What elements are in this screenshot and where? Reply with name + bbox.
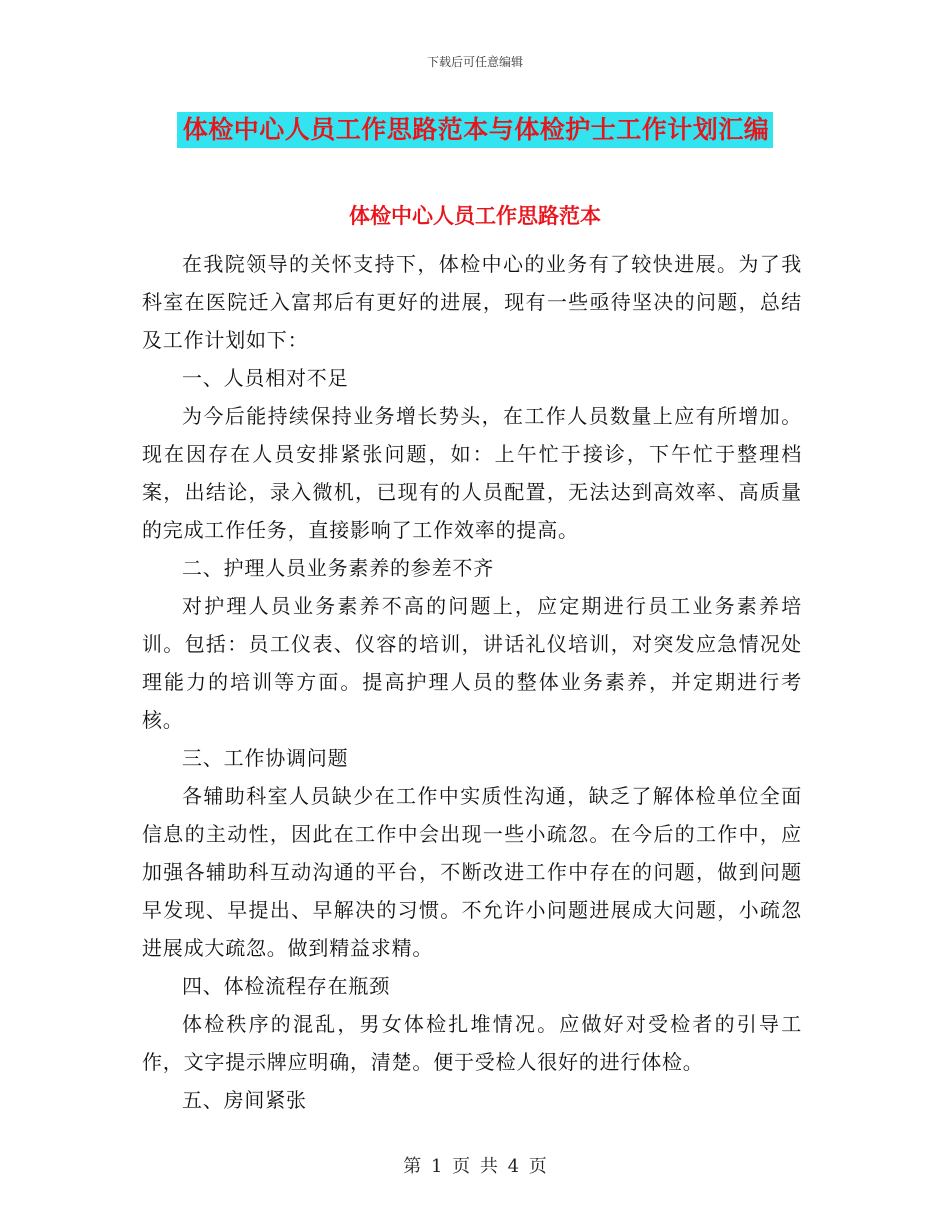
paragraph: 各辅助科室人员缺少在工作中实质性沟通，缺乏了解体检单位全面信息的主动性，因此在工作中会出现一些小疏忽。在今后的工作中，应加强各辅助科互动沟通的平台，不断改进工作中存在的问题，做到问题早发现、早提出、早解决的习惯。不允许小问题进展成大问题，小疏忽进展成大疏忽。做到精益求精。: [142, 784, 802, 960]
section-heading-4: 四、体检流程存在瓶颈: [182, 974, 390, 998]
paragraph: 对护理人员业务素养不高的问题上，应定期进行员工业务素养培训。包括：员工仪表、仪容的培训，讲话礼仪培训，对突发应急情况处理能力的培训等方面。提高护理人员的整体业务素养，并定期进行考核。: [142, 594, 802, 732]
header-note: 下载后可任意编辑: [426, 55, 523, 69]
section-heading-1: 一、人员相对不足: [182, 366, 349, 390]
section-heading-3: 三、工作协调问题: [182, 746, 349, 770]
paragraph: 在我院领导的关怀支持下，体检中心的业务有了较快进展。为了我科室在医院迁入富邦后有更好的进展，现有一些亟待坚决的问题，总结及工作计划如下：: [142, 252, 802, 352]
page-number: 第 1 页 共 4 页: [403, 1156, 547, 1177]
section-heading-2: 二、护理人员业务素养的参差不齐: [182, 556, 494, 580]
paragraph: 体检秩序的混乱，男女体检扎堆情况。应做好对受检者的引导工作，文字提示牌应明确，清楚。便于受检人很好的进行体检。: [142, 1012, 802, 1074]
document-body: [142, 245, 802, 1119]
section-title: 体检中心人员工作思路范本: [349, 203, 601, 228]
paragraph: 为今后能持续保持业务增长势头，在工作人员数量上应有所增加。现在因存在人员安排紧张问题，如：上午忙于接诊，下午忙于整理档案，出结论，录入微机，已现有的人员配置，无法达到高效率、高质量的完成工作任务，直接影响了工作效率的提高。: [142, 404, 802, 542]
section-heading-5: 五、房间紧张: [182, 1088, 307, 1112]
document-title-container: [0, 112, 950, 148]
document-title: 体检中心人员工作思路范本与体检护士工作计划汇编: [177, 112, 774, 148]
